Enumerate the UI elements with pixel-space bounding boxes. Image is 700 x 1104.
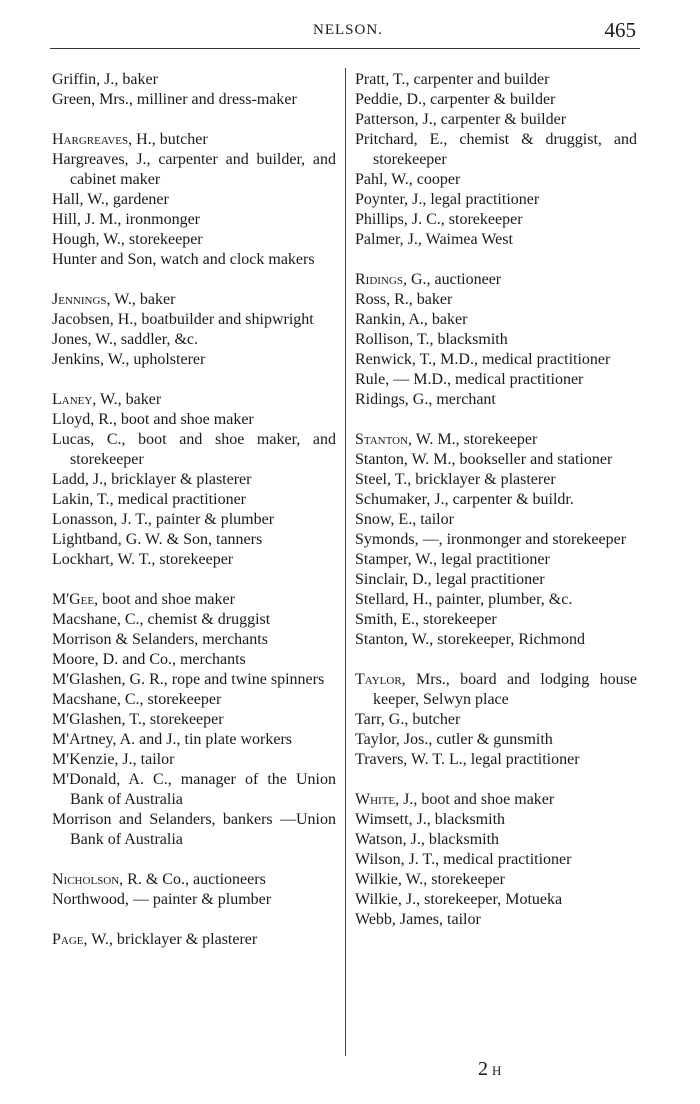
directory-entry xyxy=(52,290,336,310)
entry-text: Jacobsen, H., boatbuilder and shipwright xyxy=(52,311,314,328)
entry-text: Jones, W., saddler, &c. xyxy=(52,331,199,348)
directory-entry xyxy=(52,390,336,410)
directory-entry xyxy=(355,310,637,330)
entry-text: Rule, — M.D., medical practitioner xyxy=(355,371,584,388)
directory-entry xyxy=(52,530,336,550)
directory-entry xyxy=(52,90,336,110)
entry-text: Ross, R., baker xyxy=(355,291,453,308)
header-rule xyxy=(50,48,640,49)
directory-entry xyxy=(52,670,336,690)
directory-entry xyxy=(355,90,637,110)
entry-text: Green, Mrs., milliner and dress-maker xyxy=(52,91,297,108)
entry-lead-name: Stanton xyxy=(355,431,409,448)
entry-text: Lockhart, W. T., storekeeper xyxy=(52,551,234,568)
entry-text: , H., butcher xyxy=(128,131,208,148)
directory-entry xyxy=(355,830,637,850)
directory-entry xyxy=(355,710,637,730)
entry-text: Hargreaves, J., carpenter and builder, and cabinet maker xyxy=(52,151,336,188)
entry-text: Stellard, H., painter, plumber, &c. xyxy=(355,591,573,608)
directory-entry xyxy=(355,450,637,470)
entry-text: Travers, W. T. L., legal practitioner xyxy=(355,751,580,768)
column-divider xyxy=(345,68,346,1056)
directory-entry xyxy=(355,190,637,210)
directory-entry xyxy=(355,890,637,910)
directory-entry xyxy=(52,490,336,510)
directory-entry xyxy=(355,430,637,450)
entry-lead-name: White xyxy=(355,791,396,808)
entry-text: Jenkins, W., upholsterer xyxy=(52,351,206,368)
entry-text: Pritchard, E., chemist & druggist, and storekeeper xyxy=(355,131,637,168)
entry-text: M'Donald, A. C., manager of the Union Bank of Australia xyxy=(52,771,336,808)
entry-text: M'Glashen, G. R., rope and twine spinners xyxy=(52,671,325,688)
entry-text: Morrison & Selanders, merchants xyxy=(52,631,268,648)
directory-entry xyxy=(52,230,336,250)
entry-text: Ladd, J., bricklayer & plasterer xyxy=(52,471,252,488)
directory-entry xyxy=(52,930,336,950)
entry-text: , W., baker xyxy=(106,291,176,308)
entry-text: Webb, James, tailor xyxy=(355,911,481,928)
entry-text: Snow, E., tailor xyxy=(355,511,454,528)
signature-letter: H xyxy=(492,1063,502,1078)
entry-text: , R. & Co., auctioneers xyxy=(119,871,266,888)
entry-lead-name: Taylor xyxy=(355,671,402,688)
entry-lead-name: Hargreaves xyxy=(52,131,129,148)
directory-entry xyxy=(52,690,336,710)
directory-entry xyxy=(355,390,637,410)
directory-entry xyxy=(52,150,336,190)
directory-entry xyxy=(52,550,336,570)
entry-text: Phillips, J. C., storekeeper xyxy=(355,211,523,228)
entry-text: Wimsett, J., blacksmith xyxy=(355,811,506,828)
entry-text: Northwood, — painter & plumber xyxy=(52,891,272,908)
entry-text: Lloyd, R., boot and shoe maker xyxy=(52,411,254,428)
entry-text: Peddie, D., carpenter & builder xyxy=(355,91,556,108)
directory-entry xyxy=(52,310,336,330)
entry-text: M'Glashen, T., storekeeper xyxy=(52,711,224,728)
directory-entry xyxy=(355,110,637,130)
entry-text: Smith, E., storekeeper xyxy=(355,611,497,628)
directory-entry xyxy=(52,810,336,850)
directory-entry xyxy=(355,630,637,650)
directory-entry xyxy=(355,230,637,250)
directory-entry xyxy=(52,430,336,470)
entry-text: Poynter, J., legal practitioner xyxy=(355,191,540,208)
entry-text: Macshane, C., storekeeper xyxy=(52,691,222,708)
entry-text: M'Kenzie, J., tailor xyxy=(52,751,175,768)
directory-entry xyxy=(52,610,336,630)
entry-text: Taylor, Jos., cutler & gunsmith xyxy=(355,731,553,748)
directory-entry xyxy=(355,850,637,870)
entry-text: Sinclair, D., legal practitioner xyxy=(355,571,545,588)
directory-entry xyxy=(52,410,336,430)
directory-entry xyxy=(355,510,637,530)
entry-text: , W., bricklayer & plasterer xyxy=(83,931,258,948)
entry-text: Wilkie, W., storekeeper xyxy=(355,871,505,888)
directory-entry xyxy=(355,730,637,750)
entry-text: Tarr, G., butcher xyxy=(355,711,461,728)
entry-text: Renwick, T., M.D., medical practitioner xyxy=(355,351,611,368)
directory-entry xyxy=(355,170,637,190)
entry-text: Palmer, J., Waimea West xyxy=(355,231,513,248)
directory-entry xyxy=(355,550,637,570)
directory-entry xyxy=(355,470,637,490)
entry-text: Lucas, C., boot and shoe maker, and storekeeper xyxy=(52,431,336,468)
page-number: 465 xyxy=(604,18,636,42)
directory-entry xyxy=(52,630,336,650)
entry-text: Lonasson, J. T., painter & plumber xyxy=(52,511,275,528)
directory-entry xyxy=(52,750,336,770)
page-title: NELSON. xyxy=(313,22,383,38)
entry-lead-name: Laney xyxy=(52,391,93,408)
directory-entry xyxy=(355,750,637,770)
entry-lead-name: Ridings xyxy=(355,271,403,288)
directory-entry xyxy=(52,770,336,810)
entry-text: Schumaker, J., carpenter & buildr. xyxy=(355,491,574,508)
entry-text: Hill, J. M., ironmonger xyxy=(52,211,200,228)
directory-entry xyxy=(52,870,336,890)
entry-text: M'Artney, A. and J., tin plate workers xyxy=(52,731,293,748)
directory-entry xyxy=(52,70,336,90)
directory-entry xyxy=(52,890,336,910)
entry-text: Macshane, C., chemist & druggist xyxy=(52,611,271,628)
entry-text: Stanton, W. M., bookseller and stationer xyxy=(355,451,613,468)
directory-entry xyxy=(355,130,637,170)
entry-text: , boot and shoe maker xyxy=(94,591,235,608)
entry-text: Rankin, A., baker xyxy=(355,311,468,328)
directory-entry xyxy=(52,510,336,530)
entry-lead-name: Jennings xyxy=(52,291,107,308)
entry-text: Lakin, T., medical practitioner xyxy=(52,491,246,508)
directory-entry xyxy=(52,210,336,230)
directory-entry xyxy=(355,330,637,350)
directory-entry xyxy=(355,610,637,630)
directory-entry xyxy=(355,790,637,810)
directory-entry xyxy=(355,350,637,370)
signature-number: 2 xyxy=(478,1058,488,1080)
entry-text: Lightband, G. W. & Son, tanners xyxy=(52,531,263,548)
entry-text: Wilson, J. T., medical practitioner xyxy=(355,851,572,868)
directory-entry xyxy=(355,670,637,710)
directory-entry xyxy=(52,470,336,490)
directory-entry xyxy=(52,650,336,670)
directory-entry xyxy=(355,210,637,230)
entry-text: Patterson, J., carpenter & builder xyxy=(355,111,567,128)
entry-text: Stanton, W., storekeeper, Richmond xyxy=(355,631,585,648)
entry-lead-name: Page xyxy=(52,931,84,948)
directory-entry xyxy=(52,590,336,610)
directory-entry xyxy=(355,810,637,830)
directory-entry xyxy=(52,190,336,210)
directory-entry xyxy=(52,250,336,270)
printer-signature xyxy=(478,1058,501,1081)
entry-text: , J., boot and shoe maker xyxy=(395,791,555,808)
directory-entry xyxy=(52,330,336,350)
directory-entry xyxy=(355,910,637,930)
directory-entry xyxy=(52,350,336,370)
entry-lead-name: Nicholson xyxy=(52,871,120,888)
entry-lead-name: M'Gee xyxy=(52,591,95,608)
entry-text: , Mrs., board and lodging house keeper, Selwyn place xyxy=(373,671,637,708)
left-column xyxy=(52,70,336,950)
entry-text: Pahl, W., cooper xyxy=(355,171,461,188)
directory-entry xyxy=(355,530,637,550)
page-header xyxy=(0,18,700,48)
entry-text: Wilkie, J., storekeeper, Motueka xyxy=(355,891,563,908)
entry-text: , W. M., storekeeper xyxy=(408,431,538,448)
entry-text: Rollison, T., blacksmith xyxy=(355,331,508,348)
directory-entry xyxy=(355,570,637,590)
entry-text: Watson, J., blacksmith xyxy=(355,831,500,848)
entry-text: Morrison and Selanders, bankers —Union Bank of Australia xyxy=(52,811,336,848)
directory-entry xyxy=(355,270,637,290)
entry-text: Pratt, T., carpenter and builder xyxy=(355,71,550,88)
directory-entry xyxy=(52,130,336,150)
directory-entry xyxy=(355,370,637,390)
entry-text: Hall, W., gardener xyxy=(52,191,169,208)
directory-entry xyxy=(355,490,637,510)
entry-text: Griffin, J., baker xyxy=(52,71,158,88)
directory-entry xyxy=(355,70,637,90)
entry-text: Moore, D. and Co., merchants xyxy=(52,651,246,668)
directory-entry xyxy=(355,290,637,310)
entry-text: Stamper, W., legal practitioner xyxy=(355,551,550,568)
entry-text: , G., auctioneer xyxy=(402,271,502,288)
directory-entry xyxy=(355,870,637,890)
entry-text: Hunter and Son, watch and clock makers xyxy=(52,251,315,268)
directory-entry xyxy=(52,730,336,750)
entry-text: Steel, T., bricklayer & plasterer xyxy=(355,471,556,488)
entry-text: , W., baker xyxy=(92,391,162,408)
entry-text: Hough, W., storekeeper xyxy=(52,231,203,248)
entry-text: Ridings, G., merchant xyxy=(355,391,496,408)
directory-entry xyxy=(355,590,637,610)
entry-text: Symonds, —, ironmonger and storekeeper xyxy=(355,531,627,548)
directory-entry xyxy=(52,710,336,730)
right-column xyxy=(355,70,637,930)
